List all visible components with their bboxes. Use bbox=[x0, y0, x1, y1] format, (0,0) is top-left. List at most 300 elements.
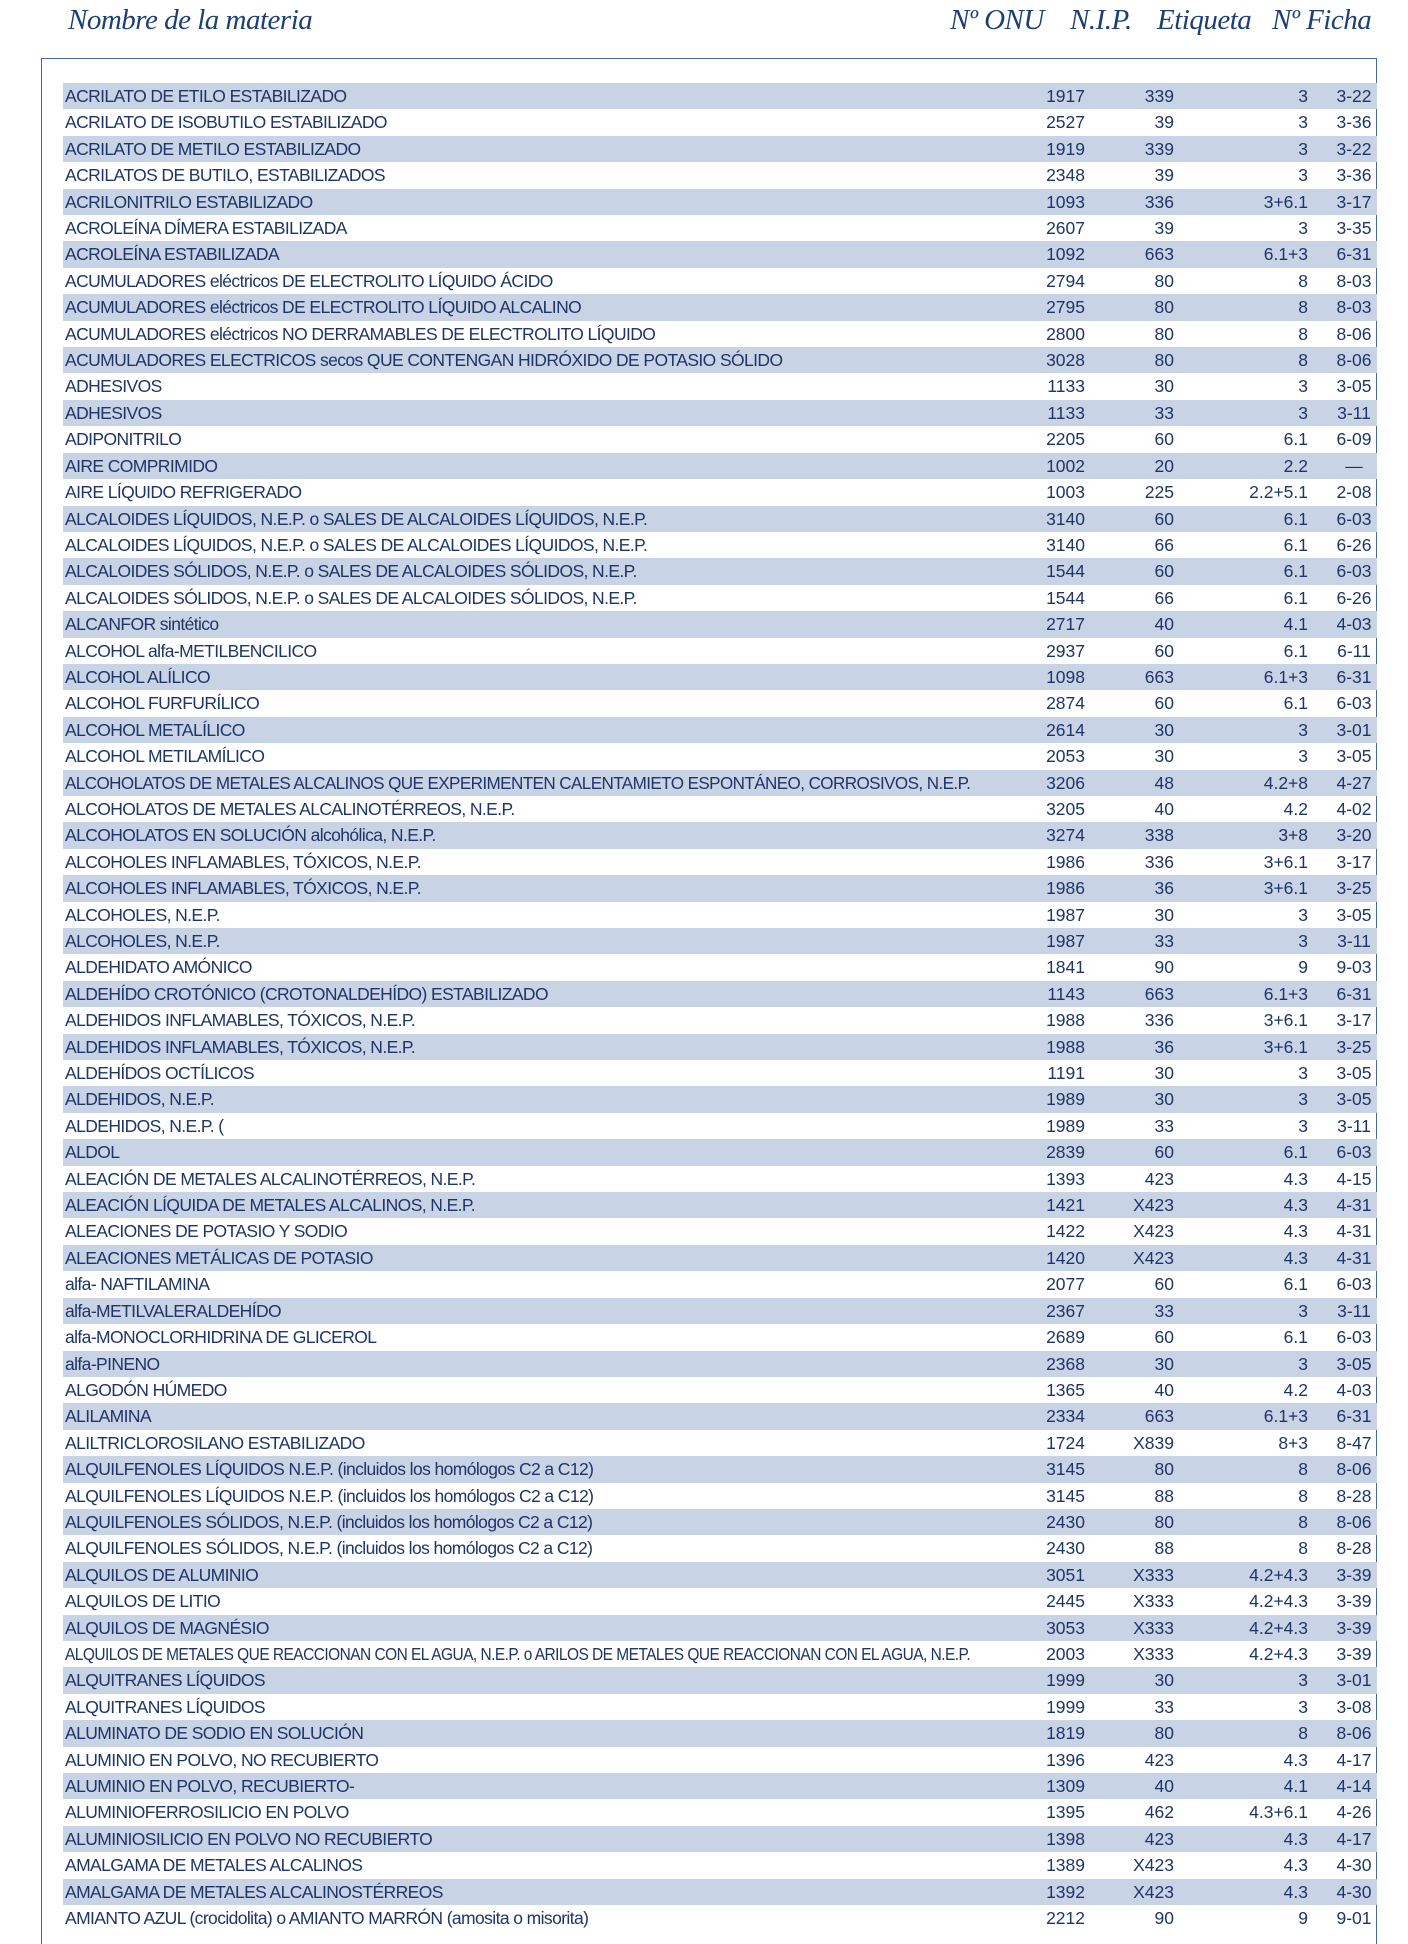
row-etiqueta: 3 bbox=[1298, 402, 1308, 423]
row-etiqueta: 8 bbox=[1298, 1511, 1308, 1532]
row-nip: 20 bbox=[1154, 455, 1174, 476]
row-etiqueta: 4.2+8 bbox=[1263, 772, 1308, 793]
row-etiqueta: 3 bbox=[1298, 1300, 1308, 1321]
row-ficha: 6-26 bbox=[1336, 587, 1372, 608]
row-name: AMIANTO AZUL (crocidolita) o AMIANTO MARRÓN (amosita o misorita) bbox=[65, 1908, 589, 1929]
row-onu: 1819 bbox=[1046, 1723, 1085, 1744]
table-row bbox=[63, 453, 1377, 479]
table-row bbox=[63, 1403, 1377, 1429]
row-nip: 60 bbox=[1154, 508, 1174, 529]
row-name: ALUMINIO EN POLVO, NO RECUBIERTO bbox=[65, 1749, 379, 1770]
row-onu: 3145 bbox=[1046, 1459, 1085, 1480]
table-row bbox=[63, 1377, 1377, 1403]
row-nip: 423 bbox=[1144, 1828, 1174, 1849]
row-onu: 1986 bbox=[1046, 878, 1085, 899]
row-onu: 1841 bbox=[1046, 957, 1085, 978]
row-name: ADHESIVOS bbox=[65, 376, 162, 397]
row-ficha: 6-03 bbox=[1336, 1142, 1372, 1163]
row-ficha: 4-31 bbox=[1336, 1247, 1372, 1268]
row-ficha: 3-05 bbox=[1336, 376, 1372, 397]
row-name: ALCOHOLES INFLAMABLES, TÓXICOS, N.E.P. bbox=[65, 878, 421, 899]
row-nip: 80 bbox=[1154, 1511, 1174, 1532]
row-ficha: 6-11 bbox=[1337, 640, 1371, 661]
row-onu: 2874 bbox=[1046, 693, 1085, 714]
row-etiqueta: 6.1 bbox=[1283, 693, 1308, 714]
row-onu: 1365 bbox=[1046, 1379, 1085, 1400]
row-ficha: 4-30 bbox=[1336, 1881, 1372, 1902]
row-name: ALEACIONES METÁLICAS DE POTASIO bbox=[65, 1247, 373, 1268]
row-etiqueta: 3+6.1 bbox=[1263, 1036, 1308, 1057]
row-onu: 1986 bbox=[1046, 851, 1085, 872]
row-etiqueta: 8 bbox=[1298, 297, 1308, 318]
row-ficha: 3-05 bbox=[1336, 1089, 1372, 1110]
row-ficha: 9-03 bbox=[1336, 957, 1372, 978]
row-etiqueta: 3 bbox=[1298, 138, 1308, 159]
row-onu: 1398 bbox=[1046, 1828, 1085, 1849]
row-nip: 80 bbox=[1154, 270, 1174, 291]
row-name: alfa-PINENO bbox=[65, 1353, 160, 1374]
row-ficha: 3-11 bbox=[1337, 1300, 1371, 1321]
table-row bbox=[63, 1166, 1377, 1192]
row-nip: 88 bbox=[1154, 1538, 1174, 1559]
row-onu: 2607 bbox=[1046, 218, 1085, 239]
row-onu: 1422 bbox=[1046, 1221, 1085, 1242]
table-row bbox=[63, 1086, 1377, 1112]
row-onu: 2800 bbox=[1046, 323, 1085, 344]
row-nip: 60 bbox=[1154, 1274, 1174, 1295]
table-row bbox=[63, 1879, 1377, 1905]
row-nip: 39 bbox=[1154, 165, 1174, 186]
header-name: Nombre de la materia bbox=[68, 4, 313, 36]
table-row bbox=[63, 215, 1377, 241]
row-nip: 33 bbox=[1154, 1300, 1174, 1321]
row-etiqueta: 3 bbox=[1298, 112, 1308, 133]
row-ficha: — bbox=[1345, 455, 1363, 476]
row-name: ALDEHÍDOS OCTÍLICOS bbox=[65, 1063, 254, 1084]
row-name: ACUMULADORES ELECTRICOS secos QUE CONTENGAN HIDRÓXIDO DE POTASIO SÓLIDO bbox=[65, 350, 783, 371]
row-etiqueta: 8 bbox=[1298, 1723, 1308, 1744]
row-etiqueta: 3 bbox=[1298, 1115, 1308, 1136]
row-ficha: 8-06 bbox=[1336, 1511, 1372, 1532]
row-onu: 1989 bbox=[1046, 1115, 1085, 1136]
row-onu: 1133 bbox=[1047, 376, 1085, 397]
row-name: ADIPONITRILO bbox=[65, 429, 182, 450]
row-onu: 1003 bbox=[1046, 482, 1085, 503]
table-row bbox=[63, 743, 1377, 769]
row-name: ALDEHIDOS, N.E.P. ( bbox=[65, 1115, 224, 1136]
row-nip: 60 bbox=[1154, 429, 1174, 450]
row-onu: 1919 bbox=[1046, 138, 1085, 159]
row-onu: 2839 bbox=[1046, 1142, 1085, 1163]
row-onu: 3145 bbox=[1046, 1485, 1085, 1506]
row-nip: 39 bbox=[1154, 218, 1174, 239]
row-onu: 1309 bbox=[1046, 1776, 1085, 1796]
row-ficha: 3-17 bbox=[1336, 851, 1372, 872]
row-nip: 33 bbox=[1154, 931, 1174, 951]
table-row bbox=[63, 1430, 1377, 1456]
row-etiqueta: 6.1 bbox=[1283, 1142, 1308, 1163]
row-etiqueta: 4.3 bbox=[1283, 1828, 1308, 1849]
row-name: alfa-MONOCLORHIDRINA DE GLICEROL bbox=[65, 1327, 377, 1348]
row-etiqueta: 4.3 bbox=[1283, 1881, 1308, 1902]
row-etiqueta: 4.3 bbox=[1283, 1168, 1308, 1189]
table-row bbox=[63, 770, 1377, 796]
table-row bbox=[63, 1060, 1377, 1086]
table-body bbox=[63, 83, 1377, 1931]
table-row bbox=[63, 928, 1377, 954]
row-ficha: 3-39 bbox=[1336, 1564, 1372, 1585]
row-etiqueta: 9 bbox=[1298, 957, 1308, 978]
table-row bbox=[63, 1694, 1377, 1720]
row-ficha: 4-31 bbox=[1336, 1221, 1372, 1242]
row-onu: 3028 bbox=[1046, 350, 1085, 371]
row-ficha: 8-03 bbox=[1336, 270, 1372, 291]
row-nip: 33 bbox=[1154, 1696, 1174, 1717]
row-ficha: 3-25 bbox=[1336, 878, 1372, 899]
row-name: ALEACIONES DE POTASIO Y SODIO bbox=[65, 1221, 348, 1242]
row-name: ALILAMINA bbox=[65, 1406, 152, 1427]
row-nip: X423 bbox=[1133, 1881, 1174, 1902]
row-ficha: 3-35 bbox=[1336, 218, 1372, 239]
row-nip: 66 bbox=[1154, 587, 1174, 608]
row-onu: 1988 bbox=[1046, 1010, 1085, 1031]
row-name: ALEACIÓN LÍQUIDA DE METALES ALCALINOS, N.E.P. bbox=[65, 1195, 476, 1216]
row-etiqueta: 6.1 bbox=[1283, 1274, 1308, 1295]
row-etiqueta: 4.3+6.1 bbox=[1249, 1802, 1308, 1823]
row-name: ALQUITRANES LÍQUIDOS bbox=[65, 1670, 265, 1691]
row-name: ALCOHOL METALÍLICO bbox=[65, 719, 245, 740]
row-etiqueta: 6.1+3 bbox=[1263, 1406, 1308, 1427]
row-ficha: 4-17 bbox=[1336, 1749, 1372, 1770]
row-nip: X423 bbox=[1133, 1221, 1174, 1242]
table-row bbox=[63, 1218, 1377, 1244]
row-name: ALUMINATO DE SODIO EN SOLUCIÓN bbox=[65, 1723, 364, 1744]
row-ficha: 6-26 bbox=[1336, 534, 1372, 555]
row-ficha: 4-27 bbox=[1336, 772, 1372, 793]
row-name: ALDEHIDOS INFLAMABLES, TÓXICOS, N.E.P. bbox=[65, 1036, 415, 1057]
row-nip: 80 bbox=[1154, 350, 1174, 371]
row-nip: 339 bbox=[1144, 138, 1174, 159]
row-nip: 30 bbox=[1154, 376, 1174, 397]
table-row bbox=[63, 902, 1377, 928]
table-row bbox=[63, 1747, 1377, 1773]
row-name: ALQUILOS DE ALUMINIO bbox=[65, 1564, 259, 1585]
row-name: AMALGAMA DE METALES ALCALINOS bbox=[65, 1855, 363, 1876]
row-name: ACUMULADORES eléctricos DE ELECTROLITO LÍQUIDO ÁCIDO bbox=[65, 270, 553, 291]
row-ficha: 3-22 bbox=[1336, 138, 1372, 159]
row-etiqueta: 3 bbox=[1298, 1670, 1308, 1691]
table-row bbox=[63, 162, 1377, 188]
row-ficha: 6-09 bbox=[1336, 429, 1372, 450]
row-nip: 80 bbox=[1154, 297, 1174, 318]
row-ficha: 4-30 bbox=[1336, 1855, 1372, 1876]
row-etiqueta: 3+6.1 bbox=[1263, 878, 1308, 899]
row-ficha: 6-31 bbox=[1336, 983, 1372, 1004]
row-onu: 2053 bbox=[1046, 746, 1085, 767]
row-onu: 1999 bbox=[1046, 1696, 1085, 1717]
row-nip: 423 bbox=[1144, 1168, 1174, 1189]
row-ficha: 4-02 bbox=[1336, 798, 1372, 819]
row-nip: 80 bbox=[1154, 1459, 1174, 1480]
table-row bbox=[63, 400, 1377, 426]
row-ficha: 3-08 bbox=[1336, 1696, 1372, 1717]
row-etiqueta: 3 bbox=[1298, 1089, 1308, 1110]
row-name: ALCOHOL alfa-METILBENCILICO bbox=[65, 640, 317, 661]
row-onu: 1724 bbox=[1046, 1432, 1085, 1453]
row-nip: 60 bbox=[1154, 1142, 1174, 1163]
row-nip: 66 bbox=[1154, 534, 1174, 555]
row-etiqueta: 3+6.1 bbox=[1263, 1010, 1308, 1031]
table-row bbox=[63, 321, 1377, 347]
row-ficha: 3-17 bbox=[1336, 1010, 1372, 1031]
table-row bbox=[63, 1615, 1377, 1641]
row-name: ALUMINIOSILICIO EN POLVO NO RECUBIERTO bbox=[65, 1828, 433, 1849]
table-row bbox=[63, 1562, 1377, 1588]
row-nip: 39 bbox=[1154, 112, 1174, 133]
table-row bbox=[63, 83, 1377, 109]
row-onu: 3140 bbox=[1046, 508, 1085, 529]
table-row bbox=[63, 1826, 1377, 1852]
row-nip: 90 bbox=[1154, 957, 1174, 978]
table-row bbox=[63, 426, 1377, 452]
row-nip: 338 bbox=[1144, 825, 1174, 846]
row-onu: 1133 bbox=[1047, 402, 1085, 423]
row-onu: 2334 bbox=[1046, 1406, 1085, 1427]
row-etiqueta: 8 bbox=[1298, 323, 1308, 344]
row-nip: 30 bbox=[1154, 1063, 1174, 1084]
row-onu: 3205 bbox=[1046, 798, 1085, 819]
row-onu: 1002 bbox=[1046, 455, 1085, 476]
table-row bbox=[63, 1483, 1377, 1509]
row-etiqueta: 4.3 bbox=[1283, 1749, 1308, 1770]
row-name: ACRILATOS DE BUTILO, ESTABILIZADOS bbox=[65, 165, 385, 186]
row-name: ALCALOIDES LÍQUIDOS, N.E.P. o SALES DE ALCALOIDES LÍQUIDOS, N.E.P. bbox=[65, 508, 648, 529]
row-etiqueta: 4.2 bbox=[1283, 798, 1308, 819]
row-ficha: 6-03 bbox=[1336, 561, 1372, 582]
row-ficha: 3-36 bbox=[1336, 112, 1372, 133]
row-etiqueta: 4.1 bbox=[1283, 1776, 1308, 1796]
table-row bbox=[63, 1799, 1377, 1825]
row-name: ALGODÓN HÚMEDO bbox=[65, 1379, 227, 1400]
row-ficha: 4-17 bbox=[1336, 1828, 1372, 1849]
table-row bbox=[63, 479, 1377, 505]
row-nip: 30 bbox=[1154, 1353, 1174, 1374]
table-row bbox=[63, 1351, 1377, 1377]
table-row bbox=[63, 1535, 1377, 1561]
row-onu: 1389 bbox=[1046, 1855, 1085, 1876]
row-nip: X333 bbox=[1133, 1591, 1174, 1612]
row-onu: 1999 bbox=[1046, 1670, 1085, 1691]
table-row bbox=[63, 189, 1377, 215]
row-name: ALCOHOLES, N.E.P. bbox=[65, 931, 220, 951]
row-nip: 40 bbox=[1154, 1379, 1174, 1400]
table-row bbox=[63, 1324, 1377, 1350]
row-etiqueta: 3 bbox=[1298, 218, 1308, 239]
table-row bbox=[63, 347, 1377, 373]
row-nip: 36 bbox=[1154, 1036, 1174, 1057]
table-row bbox=[63, 1720, 1377, 1746]
table-row bbox=[63, 849, 1377, 875]
row-nip: X839 bbox=[1133, 1432, 1174, 1453]
row-ficha: 8-06 bbox=[1336, 1459, 1372, 1480]
row-onu: 2368 bbox=[1046, 1353, 1085, 1374]
row-ficha: 3-17 bbox=[1336, 191, 1372, 212]
row-onu: 2430 bbox=[1046, 1538, 1085, 1559]
row-name: ALCALOIDES SÓLIDOS, N.E.P. o SALES DE ALCALOIDES SÓLIDOS, N.E.P. bbox=[65, 561, 637, 582]
row-onu: 3051 bbox=[1046, 1564, 1085, 1585]
row-nip: 33 bbox=[1154, 1115, 1174, 1136]
table-row bbox=[63, 1773, 1377, 1799]
row-ficha: 4-15 bbox=[1336, 1168, 1372, 1189]
row-onu: 1396 bbox=[1046, 1749, 1085, 1770]
row-name: ACRILONITRILO ESTABILIZADO bbox=[65, 191, 313, 212]
row-etiqueta: 4.2+4.3 bbox=[1249, 1617, 1308, 1638]
row-etiqueta: 6.1 bbox=[1283, 508, 1308, 529]
row-onu: 2212 bbox=[1046, 1908, 1085, 1929]
row-ficha: 4-26 bbox=[1336, 1802, 1372, 1823]
row-ficha: 6-31 bbox=[1336, 1406, 1372, 1427]
row-nip: X333 bbox=[1133, 1617, 1174, 1638]
row-nip: 225 bbox=[1144, 482, 1174, 503]
table-row bbox=[63, 1852, 1377, 1878]
table-row bbox=[63, 1905, 1377, 1931]
row-onu: 1989 bbox=[1046, 1089, 1085, 1110]
row-etiqueta: 4.2+4.3 bbox=[1249, 1564, 1308, 1585]
row-ficha: 3-36 bbox=[1336, 165, 1372, 186]
row-nip: 48 bbox=[1154, 772, 1174, 793]
row-name: ALUMINIO EN POLVO, RECUBIERTO- bbox=[65, 1776, 355, 1796]
table-row bbox=[63, 1456, 1377, 1482]
row-onu: 1395 bbox=[1046, 1802, 1085, 1823]
row-onu: 2205 bbox=[1046, 429, 1085, 450]
table-row bbox=[63, 954, 1377, 980]
row-nip: X333 bbox=[1133, 1643, 1174, 1664]
row-onu: 1987 bbox=[1046, 931, 1085, 951]
row-name: ALQUITRANES LÍQUIDOS bbox=[65, 1696, 265, 1717]
row-onu: 1987 bbox=[1046, 904, 1085, 925]
row-name: ALQUILOS DE LITIO bbox=[65, 1591, 221, 1612]
row-etiqueta: 8 bbox=[1298, 1538, 1308, 1559]
row-name: ALCOHOLATOS EN SOLUCIÓN alcohólica, N.E.P. bbox=[65, 825, 436, 846]
row-ficha: 8-06 bbox=[1336, 1723, 1372, 1744]
row-name: AMALGAMA DE METALES ALCALINOSTÉRREOS bbox=[65, 1881, 443, 1902]
row-nip: 30 bbox=[1154, 904, 1174, 925]
row-name: alfa-METILVALERALDEHÍDO bbox=[65, 1300, 282, 1321]
row-nip: 40 bbox=[1154, 798, 1174, 819]
row-ficha: 3-11 bbox=[1337, 1115, 1371, 1136]
row-onu: 1092 bbox=[1046, 244, 1085, 265]
row-etiqueta: 4.3 bbox=[1283, 1221, 1308, 1242]
row-nip: X333 bbox=[1133, 1564, 1174, 1585]
table-row bbox=[63, 822, 1377, 848]
row-name: ACRILATO DE ISOBUTILO ESTABILIZADO bbox=[65, 112, 387, 133]
row-name: ACROLEÍNA DÍMERA ESTABILIZADA bbox=[65, 218, 347, 239]
table-row bbox=[63, 585, 1377, 611]
row-name: ALQUILFENOLES LÍQUIDOS N.E.P. (incluidos los homólogos C2 a C12) bbox=[65, 1459, 594, 1480]
row-nip: 60 bbox=[1154, 1327, 1174, 1348]
row-nip: 60 bbox=[1154, 640, 1174, 661]
row-onu: 2795 bbox=[1046, 297, 1085, 318]
row-name: ACRILATO DE ETILO ESTABILIZADO bbox=[65, 86, 347, 106]
row-onu: 2367 bbox=[1046, 1300, 1085, 1321]
row-name: ALCANFOR sintético bbox=[65, 614, 219, 635]
table-row bbox=[63, 506, 1377, 532]
row-name: ACUMULADORES eléctricos DE ELECTROLITO LÍQUIDO ALCALINO bbox=[65, 297, 582, 318]
row-name: ALCOHOL FURFURÍLICO bbox=[65, 693, 260, 714]
table-row bbox=[63, 532, 1377, 558]
row-onu: 1143 bbox=[1047, 983, 1085, 1004]
row-name: ALQUILFENOLES SÓLIDOS, N.E.P. (incluidos los homólogos C2 a C12) bbox=[65, 1511, 593, 1532]
row-etiqueta: 3+8 bbox=[1278, 825, 1308, 846]
row-etiqueta: 8+3 bbox=[1278, 1432, 1308, 1453]
row-nip: X423 bbox=[1133, 1247, 1174, 1268]
row-onu: 2445 bbox=[1046, 1591, 1085, 1612]
row-etiqueta: 6.1+3 bbox=[1263, 666, 1308, 687]
row-etiqueta: 3 bbox=[1298, 719, 1308, 740]
row-etiqueta: 6.1 bbox=[1283, 640, 1308, 661]
row-onu: 1421 bbox=[1046, 1195, 1085, 1216]
table-row bbox=[63, 109, 1377, 135]
row-name: ALQUILFENOLES LÍQUIDOS N.E.P. (incluidos los homólogos C2 a C12) bbox=[65, 1485, 594, 1506]
row-name: ALDEHÍDO CROTÓNICO (CROTONALDEHÍDO) ESTABILIZADO bbox=[65, 983, 548, 1004]
table-row bbox=[63, 981, 1377, 1007]
row-nip: 40 bbox=[1154, 1776, 1174, 1796]
row-onu: 2689 bbox=[1046, 1327, 1085, 1348]
row-name: AIRE COMPRIMIDO bbox=[65, 455, 218, 476]
row-etiqueta: 2.2 bbox=[1283, 455, 1308, 476]
row-ficha: 8-28 bbox=[1336, 1485, 1372, 1506]
row-ficha: 2-08 bbox=[1336, 482, 1372, 503]
row-ficha: 3-05 bbox=[1336, 746, 1372, 767]
row-ficha: 8-06 bbox=[1336, 350, 1372, 371]
table-row bbox=[63, 268, 1377, 294]
row-ficha: 3-11 bbox=[1337, 931, 1371, 951]
row-onu: 3206 bbox=[1046, 772, 1085, 793]
row-ficha: 9-01 bbox=[1336, 1908, 1372, 1929]
row-ficha: 3-25 bbox=[1336, 1036, 1372, 1057]
row-etiqueta: 3 bbox=[1298, 1063, 1308, 1084]
row-nip: 40 bbox=[1154, 614, 1174, 635]
row-etiqueta: 6.1+3 bbox=[1263, 244, 1308, 265]
row-onu: 1988 bbox=[1046, 1036, 1085, 1057]
row-name: ALQUILOS DE METALES QUE REACCIONAN CON EL AGUA, N.E.P. o ARILOS DE METALES QUE REACCIONAN CON EL AGUA, N.E.P. bbox=[65, 1643, 971, 1664]
row-name: ALCALOIDES LÍQUIDOS, N.E.P. o SALES DE ALCALOIDES LÍQUIDOS, N.E.P. bbox=[65, 534, 648, 555]
row-etiqueta: 6.1 bbox=[1283, 1327, 1308, 1348]
row-onu: 2937 bbox=[1046, 640, 1085, 661]
table-row bbox=[63, 611, 1377, 637]
row-ficha: 3-11 bbox=[1337, 402, 1371, 423]
table-row bbox=[63, 1667, 1377, 1693]
row-nip: 60 bbox=[1154, 561, 1174, 582]
row-onu: 1917 bbox=[1046, 86, 1085, 106]
row-nip: 339 bbox=[1144, 86, 1174, 106]
table-row bbox=[63, 294, 1377, 320]
row-onu: 3053 bbox=[1046, 1617, 1085, 1638]
row-onu: 3140 bbox=[1046, 534, 1085, 555]
row-etiqueta: 6.1 bbox=[1283, 429, 1308, 450]
table-header bbox=[0, 0, 1408, 58]
row-nip: 663 bbox=[1144, 666, 1174, 687]
row-name: ALCALOIDES SÓLIDOS, N.E.P. o SALES DE ALCALOIDES SÓLIDOS, N.E.P. bbox=[65, 587, 637, 608]
row-etiqueta: 3 bbox=[1298, 165, 1308, 186]
row-etiqueta: 3 bbox=[1298, 86, 1308, 106]
row-nip: 30 bbox=[1154, 1089, 1174, 1110]
row-nip: 462 bbox=[1144, 1802, 1174, 1823]
row-onu: 1098 bbox=[1046, 666, 1085, 687]
row-name: ACRILATO DE METILO ESTABILIZADO bbox=[65, 138, 361, 159]
row-name: ALDEHIDOS, N.E.P. bbox=[65, 1089, 214, 1110]
row-ficha: 3-05 bbox=[1336, 1063, 1372, 1084]
